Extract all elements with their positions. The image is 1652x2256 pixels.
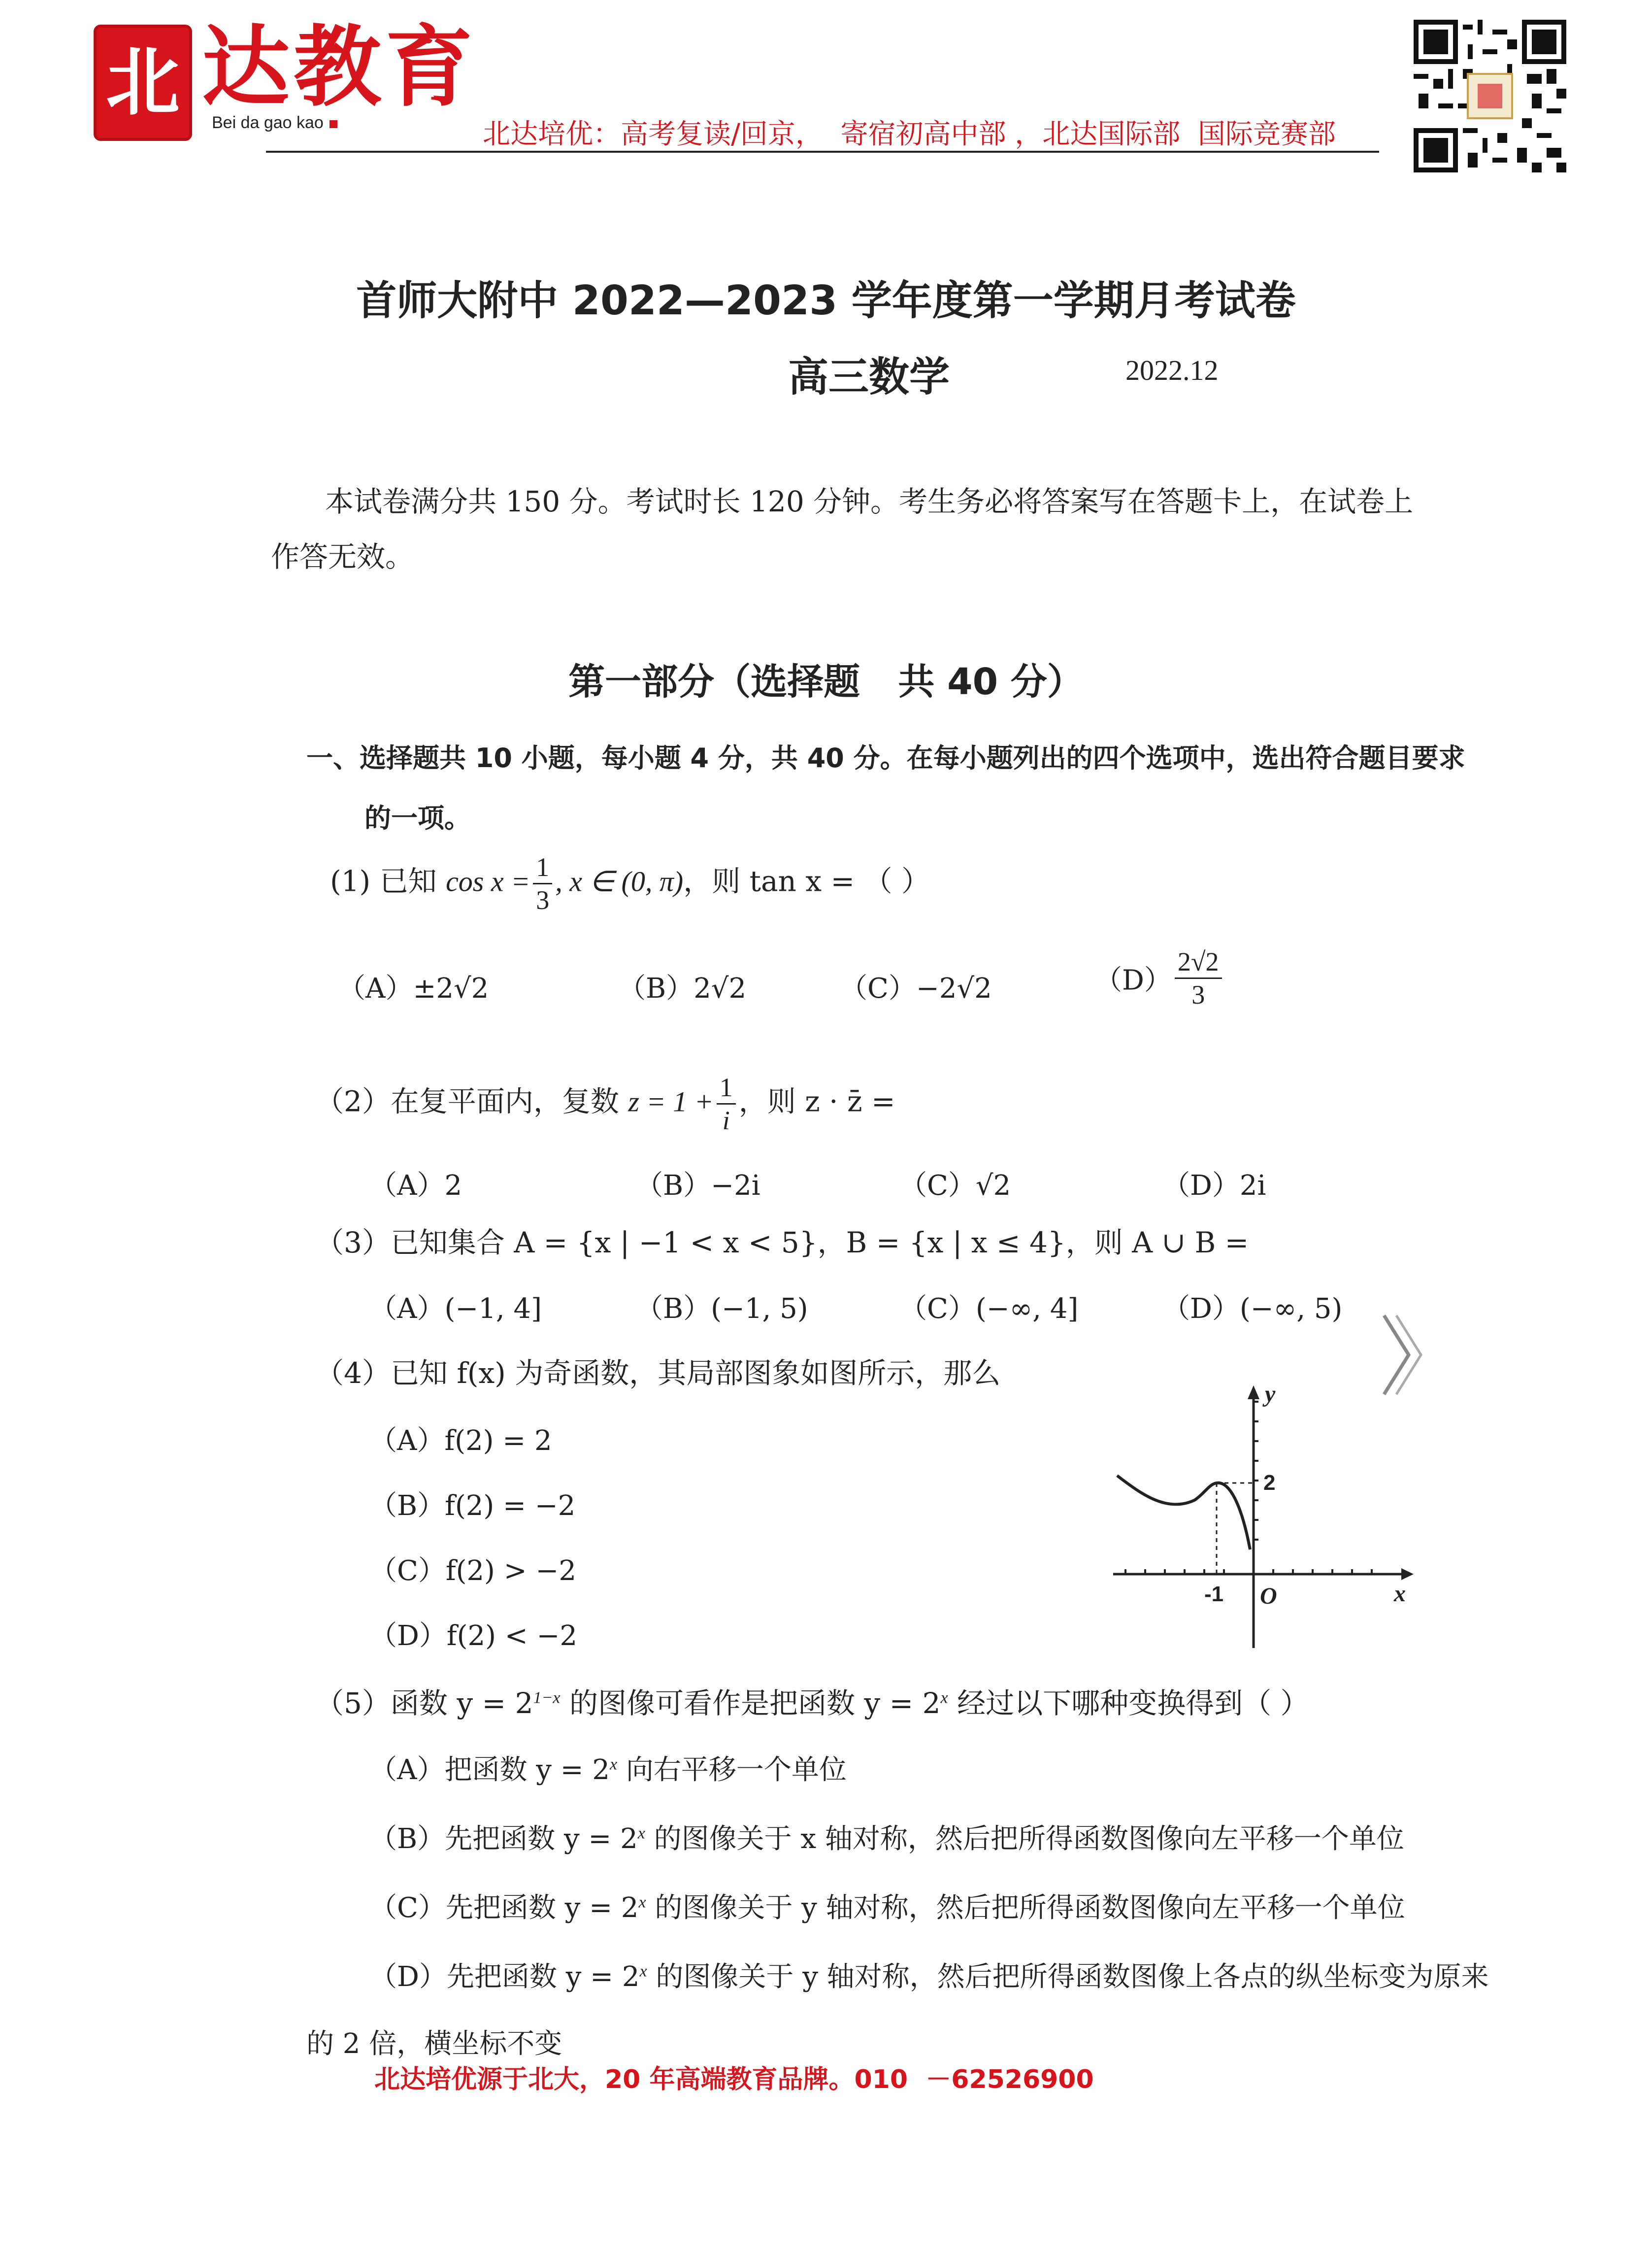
function-curve [1117,1476,1250,1549]
q5-option-b: （B）先把函数 $y = 2^x$ 的图像关于 x 轴对称，然后把所得函数图像向左平移一个单位 [369,1823,1404,1855]
section-heading: 一、选择题共 10 小题，每小题 4 分，共 40 分。在每小题列出的四个选项中，选出符合题目要求 的一项。 [306,742,1465,834]
q1-option-b: （B）2√2 [618,973,747,1005]
q2-option-b: （B）−2i [635,1170,760,1202]
q4-option-b: （B）f(2) = −2 [369,1490,576,1522]
exam-instructions: 本试卷满分共 150 分。考试时长 120 分钟。考生务必将答案写在答题卡上，在试卷上作答无效。 [271,485,1414,573]
origin-label: O [1260,1583,1277,1609]
q3-option-d: （D）(−∞, 5) [1162,1293,1343,1325]
fraction: $\frac{2√2}{3}$ [1175,946,1222,1010]
question-1: (1) 已知 cos x = $\frac{1}{3}$ , x ∈ (0, π)，则 tan x = （ ） [330,852,930,915]
q3-option-b: （B）(−1, 5) [635,1293,808,1325]
q2-option-a: （A）2 [369,1170,463,1202]
part-heading: 第一部分（选择题 共 40 分） [568,661,1084,703]
q1-option-d: （D） $\frac{2√2}{3}$ [1094,946,1225,1010]
brand-logo-mark: 北 [94,25,192,141]
fraction: $\frac{1}{3}$ [533,851,552,916]
y-tick-label: 2 [1263,1471,1276,1495]
question-3: （3）已知集合 A = {x | −1 < x < 5}，B = {x | x ≤ 4}，则 A ∪ B = [315,1226,1249,1259]
question-2: （2）在复平面内，复数 z = 1 + $\frac{1}{i}$ ，则 z · z̄ = [315,1073,895,1135]
y-axis-arrow-icon [1248,1385,1259,1399]
header-slogan: 北达培优：高考复读/回京， 寄宿初高中部 ，北达国际部 国际竞赛部 [483,118,1336,150]
q5-option-c: （C）先把函数 $y = 2^x$ 的图像关于 y 轴对称，然后把所得函数图像向左平移一个单位 [369,1892,1405,1924]
footer-promo: 北达培优源于北大，20 年高端教育品牌。010 －62526900 [374,2065,1094,2094]
x-axis-label: x [1394,1581,1406,1607]
qr-code-icon [1414,20,1566,172]
brand-logo-subtitle: Bei da gao kao [212,113,337,133]
question-5: （5）函数 $y = 2^{1-x}$ 的图像可看作是把函数 $y = 2^x$ 经过以下哪种变换得到（ ） [315,1686,1309,1720]
x-tick-label: -1 [1204,1582,1224,1606]
function-graph [1103,1380,1423,1655]
q4-option-a: （A）f(2) = 2 [369,1425,552,1457]
q5-option-d-continued: 的 2 倍，横坐标不变 [306,2028,562,2060]
exam-subject: 高三数学 [788,354,950,401]
q4-option-c: （C）f(2) > −2 [369,1555,576,1587]
y-axis-label: y [1265,1381,1276,1407]
q3-option-c: （C）(−∞, 4] [899,1293,1079,1325]
exam-date: 2022.12 [1125,354,1219,386]
q1-option-a: （A）±2√2 [338,973,489,1005]
brand-logo-text: 达教育 [202,15,477,118]
q2-option-d: （D）2i [1162,1170,1266,1202]
q1-option-c: （C）−2√2 [840,973,992,1005]
q4-option-d: （D）f(2) < −2 [369,1620,578,1652]
x-axis-arrow-icon [1401,1568,1414,1580]
q3-option-a: （A）(−1, 4] [369,1293,542,1325]
header-divider [266,151,1379,153]
fraction: $\frac{1}{i}$ [717,1072,736,1136]
q5-option-d: （D）先把函数 $y = 2^x$ 的图像关于 y 轴对称，然后把所得函数图像上各点的纵坐标变为原来 [369,1961,1489,1993]
question-4: （4）已知 f(x) 为奇函数，其局部图象如图所示，那么 [315,1356,1001,1390]
q2-option-c: （C）√2 [899,1170,1011,1202]
exam-title: 首师大附中 2022—2023 学年度第一学期月考试卷 [356,277,1296,324]
q5-option-a: （A）把函数 $y = 2^x$ 向右平移一个单位 [369,1754,847,1786]
